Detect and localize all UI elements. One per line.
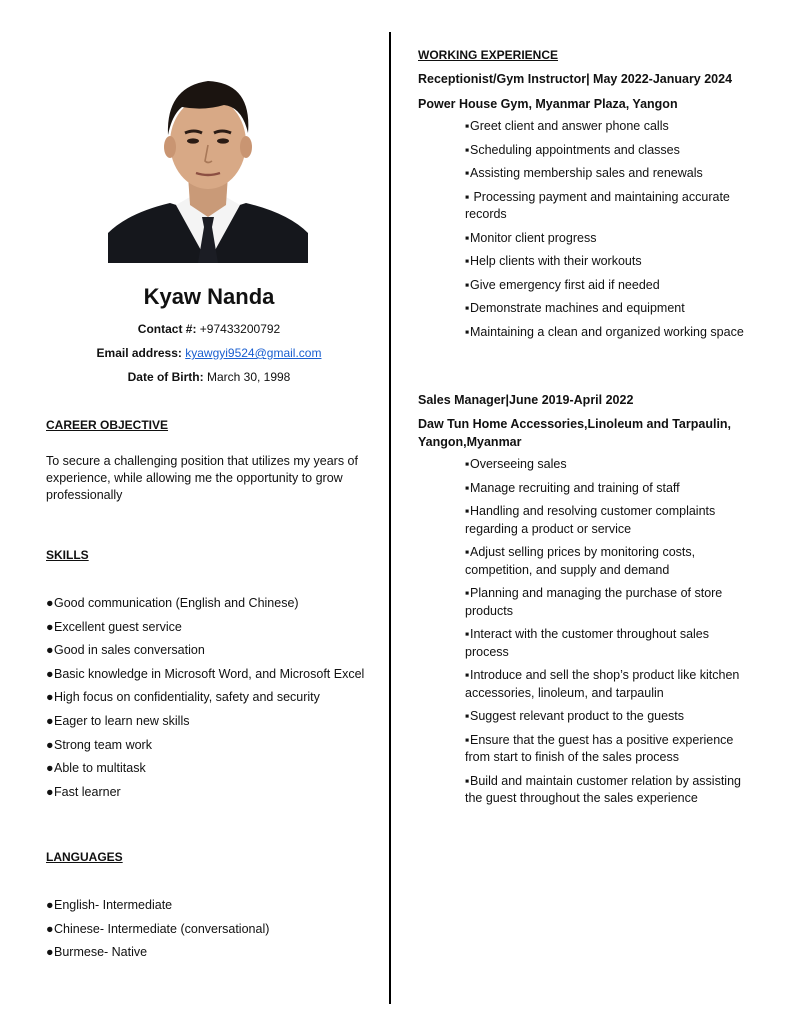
list-item: ▪Adjust selling prices by monitoring costs, competition, and supply and demand <box>465 545 696 577</box>
job-2-role: Sales Manager|June 2019-April 2022 <box>418 393 634 407</box>
list-item: ▪Monitor client progress <box>465 230 597 245</box>
list-item: ▪Manage recruiting and training of staff <box>465 480 680 495</box>
list-item: ●Eager to learn new skills <box>46 713 190 728</box>
list-item: ▪ Processing payment and maintaining accurate records <box>465 189 730 221</box>
email-line <box>46 346 372 360</box>
list-item: ▪Assisting membership sales and renewals <box>465 166 703 180</box>
list-item: ▪Demonstrate machines and equipment <box>465 301 685 315</box>
list-item: ●Excellent guest service <box>46 619 182 634</box>
languages-list <box>46 897 366 968</box>
list-item: ●Good communication (English and Chinese) <box>46 596 299 610</box>
list-item: ●Good in sales conversation <box>46 643 205 658</box>
bullet-icon: ● <box>46 784 54 799</box>
list-item: ▪Greet client and answer phone calls <box>465 119 669 133</box>
list-item: ▪Handling and resolving customer complaints regarding a product or service <box>465 504 716 536</box>
dob-value: March 30, 1998 <box>206 370 291 384</box>
list-item: ▪Ensure that the guest has a positive experience from start to finish of the sales process <box>465 732 734 764</box>
list-item: ▪Help clients with their workouts <box>465 254 642 268</box>
skills-list <box>46 595 366 807</box>
bullet-icon: ● <box>46 898 54 912</box>
list-item: ▪Interact with the customer throughout sales process <box>465 627 710 659</box>
bullet-icon: ● <box>46 666 54 681</box>
list-item: ●Basic knowledge in Microsoft Word, and Microsoft Excel <box>46 666 365 681</box>
list-item: ●High focus on confidentiality, safety and security <box>46 690 320 705</box>
contact-value: +97433200792 <box>199 322 281 336</box>
candidate-name: Kyaw Nanda <box>143 284 275 309</box>
email-link[interactable]: kyawgyi9524@gmail.com <box>185 346 322 360</box>
career-objective-heading: CAREER OBJECTIVE <box>46 418 169 432</box>
list-item: ●Burmese- Native <box>46 945 148 960</box>
contact-line <box>46 322 372 336</box>
job-2-place: Daw Tun Home Accessories,Linoleum and Tarpaulin, Yangon,Myanmar <box>418 417 732 449</box>
dob-label: Date of Birth: <box>127 370 204 384</box>
bullet-icon: ● <box>46 737 54 752</box>
list-item: ▪Give emergency first aid if needed <box>465 277 660 292</box>
list-item: ●Fast learner <box>46 784 121 799</box>
list-item: ▪Scheduling appointments and classes <box>465 142 680 157</box>
skills-heading: SKILLS <box>46 548 89 562</box>
profile-photo <box>108 65 308 263</box>
bullet-icon: ● <box>46 619 54 634</box>
career-objective-text: To secure a challenging position that utilizes my years of experience, while allowing me the opportunity to grow professionally <box>46 454 358 502</box>
bullet-icon: ● <box>46 945 54 960</box>
list-item: ▪Maintaining a clean and organized working space <box>465 324 744 339</box>
list-item: ▪Build and maintain customer relation by assisting the guest throughout the sales experience <box>465 773 741 805</box>
bullet-icon: ● <box>46 643 54 658</box>
languages-heading: LANGUAGES <box>46 850 123 864</box>
list-item: ●Able to multitask <box>46 761 146 776</box>
job-1-duties <box>465 118 755 347</box>
job-2-duties <box>465 456 755 814</box>
bullet-icon: ● <box>46 690 54 705</box>
bullet-icon: ● <box>46 761 54 776</box>
job-1-place: Power House Gym, Myanmar Plaza, Yangon <box>418 97 678 111</box>
bullet-icon: ● <box>46 921 54 936</box>
email-label: Email address: <box>96 346 182 360</box>
list-item: ▪Suggest relevant product to the guests <box>465 709 685 723</box>
list-item: ▪Planning and managing the purchase of store products <box>465 586 723 618</box>
bullet-icon: ● <box>46 596 54 610</box>
bullet-icon: ● <box>46 713 54 728</box>
working-experience-heading: WORKING EXPERIENCE <box>418 48 559 62</box>
list-item: ●Strong team work <box>46 737 152 752</box>
list-item: ▪Overseeing sales <box>465 457 567 471</box>
contact-label: Contact #: <box>137 322 197 336</box>
dob-line <box>46 370 372 384</box>
column-divider <box>389 32 391 1004</box>
job-1-role: Receptionist/Gym Instructor| May 2022-January 2024 <box>418 72 733 86</box>
list-item: ●Chinese- Intermediate (conversational) <box>46 921 270 936</box>
list-item: ●English- Intermediate <box>46 898 173 912</box>
list-item: ▪Introduce and sell the shop’s product like kitchen accessories, linoleum, and tarpaulin <box>465 668 740 700</box>
